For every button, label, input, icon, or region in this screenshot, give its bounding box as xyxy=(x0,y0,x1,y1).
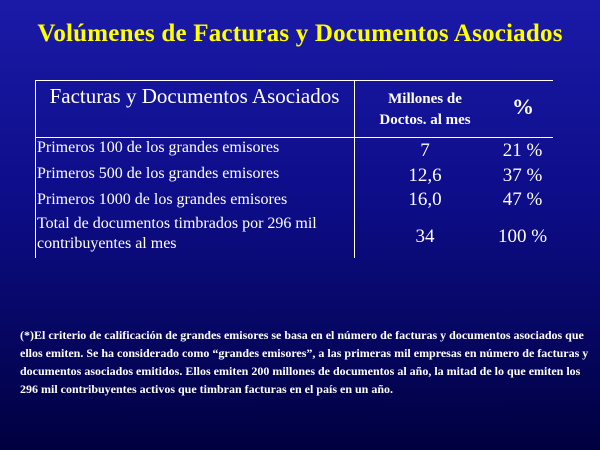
table-top-border xyxy=(35,80,553,81)
pct-100: 21 % xyxy=(502,140,543,161)
slide-title: Volúmenes de Facturas y Documentos Asociados xyxy=(37,20,563,47)
pct-total: 100 % xyxy=(497,226,548,247)
table-column-divider xyxy=(354,80,355,258)
header-millones: Millones de Doctos. al mes xyxy=(379,91,471,128)
value-total: 34 xyxy=(415,226,435,247)
value-100: 7 xyxy=(420,140,430,161)
header-facturas: Facturas y Documentos Asociados xyxy=(49,84,340,108)
row-label-100: Primeros 100 de los grandes emisores xyxy=(37,139,280,156)
row-label-1000: Primeros 1000 de los grandes emisores xyxy=(37,191,288,208)
pct-500: 37 % xyxy=(502,165,543,186)
pct-1000: 47 % xyxy=(502,189,543,210)
footnote: (*)El criterio de calificación de grandes emisores se basa en el número de facturas y documentos asociados que ellos emiten. Se ha considerado como “grandes emisores”, a las primeras mil empresas en número de facturas y documentos asociados emitidos. Ellos emiten 200 millones de documentos al año, la mitad de lo que emiten los 296 mil contribuyentes activos que timbran facturas en el país en un año. xyxy=(20,328,589,396)
header-percent: % xyxy=(512,94,534,119)
volumes-table xyxy=(35,80,553,258)
value-500: 12,6 xyxy=(408,165,442,186)
row-label-500: Primeros 500 de los grandes emisores xyxy=(37,165,280,182)
value-1000: 16,0 xyxy=(408,189,442,210)
row-label-total: Total de documentos timbrados por 296 mil contribuyentes al mes xyxy=(37,215,317,252)
